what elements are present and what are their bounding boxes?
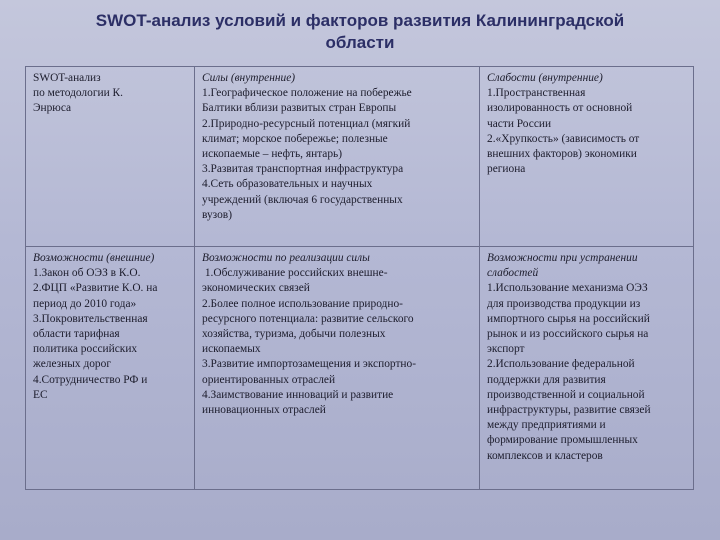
cell-line: 4.Сотрудничество РФ и	[33, 373, 148, 386]
weaknesses-heading: Слабости (внутренние)	[487, 72, 603, 84]
cell-line: области тарифная	[33, 328, 120, 341]
cell-line: инновационных отраслей	[202, 404, 326, 417]
cell-line: 4.Сеть образовательных и научных	[202, 178, 373, 191]
cell-line: изолированность от основной	[487, 102, 633, 115]
cell-line: 2.Использование федеральной	[487, 358, 635, 371]
page-title	[40, 10, 680, 54]
cell-line: Балтики вблизи развитых стран Европы	[202, 102, 397, 115]
strengths-cell	[195, 67, 480, 247]
cell-line: 3.Развитие импортозамещения и экспортно-	[202, 358, 417, 371]
cell-line: 1.Использование механизма ОЭЗ	[487, 282, 648, 295]
cell-line: 3.Развитая транспортная инфраструктура	[202, 163, 404, 176]
cell-line: 2.ФЦП «Развитие К.О. на	[33, 282, 158, 295]
cell-line: экспорт	[487, 343, 525, 356]
title-line-2: области	[325, 33, 395, 52]
weakness-opportunities-cell	[480, 247, 694, 490]
cell-line: рынок и из российского сырья на	[487, 328, 649, 341]
table-row	[26, 67, 694, 247]
cell-line: 1.Закон об ОЭЗ в К.О.	[33, 267, 141, 280]
cell-line: ресурсного потенциала: развитие сельского	[202, 312, 414, 325]
cell-line: комплексов и кластеров	[487, 449, 603, 462]
cell-line: импортного сырья на российский	[487, 312, 650, 325]
cell-line: 2.Более полное использование природно-	[202, 297, 403, 310]
cell-line: инфраструктуры, развитие связей	[487, 404, 651, 417]
cell-line: ископаемых	[202, 343, 261, 356]
cell-line: 1.Обслуживание российских внешне-	[202, 267, 388, 280]
strength-opportunities-heading: Возможности по реализации силы	[202, 252, 370, 264]
cell-line: климат; морское побережье; полезные	[202, 132, 388, 145]
cell-line: хозяйства, туризма, добычи полезных	[202, 328, 386, 341]
cell-line: учреждений (включая 6 государственных	[202, 193, 403, 206]
cell-line: 2.«Хрупкость» (зависимость от	[487, 132, 640, 145]
opportunities-cell	[26, 247, 195, 490]
cell-line: экономических связей	[202, 282, 310, 295]
cell-line: 1.Пространственная	[487, 87, 586, 100]
cell-line: по методологии К.	[33, 87, 123, 100]
strength-opportunities-cell	[195, 247, 480, 490]
cell-line: производственной и социальной	[487, 388, 645, 401]
weakness-opportunities-heading: слабостей	[487, 267, 539, 280]
cell-line: Энрюса	[33, 102, 72, 115]
table-row	[26, 247, 694, 490]
cell-line: формирование промышленных	[487, 434, 638, 447]
cell-line: 2.Природно-ресурсный потенциал (мягкий	[202, 117, 411, 130]
cell-line: железных дорог	[33, 358, 111, 371]
cell-line: SWOT-анализ	[33, 72, 101, 84]
method-cell	[26, 67, 195, 247]
cell-line: ориентированных отраслей	[202, 373, 336, 386]
opportunities-heading: Возможности (внешние)	[33, 252, 155, 264]
title-line-1: SWOT-анализ условий и факторов развития Калининградской	[95, 11, 625, 30]
cell-line: региона	[487, 163, 526, 176]
cell-line: между предприятиями и	[487, 419, 606, 432]
cell-line: ископаемые – нефть, янтарь)	[202, 148, 343, 161]
weakness-opportunities-heading: Возможности при устранении	[487, 252, 638, 264]
cell-line: поддержки для развития	[487, 373, 606, 386]
cell-line: 1.Географическое положение на побережье	[202, 87, 412, 100]
strengths-heading: Силы (внутренние)	[202, 72, 296, 84]
cell-line: вузов)	[202, 208, 232, 221]
weaknesses-cell	[480, 67, 694, 247]
swot-table	[25, 66, 694, 490]
cell-line: 3.Покровительственная	[33, 312, 148, 325]
cell-line: 4.Заимствование инноваций и развитие	[202, 388, 394, 401]
cell-line: внешних факторов) экономики	[487, 148, 637, 161]
cell-line: для производства продукции из	[487, 297, 641, 310]
cell-line: период до 2010 года»	[33, 297, 137, 310]
cell-line: ЕС	[33, 388, 48, 401]
cell-line: политика российских	[33, 343, 138, 356]
cell-line: части России	[487, 117, 552, 130]
